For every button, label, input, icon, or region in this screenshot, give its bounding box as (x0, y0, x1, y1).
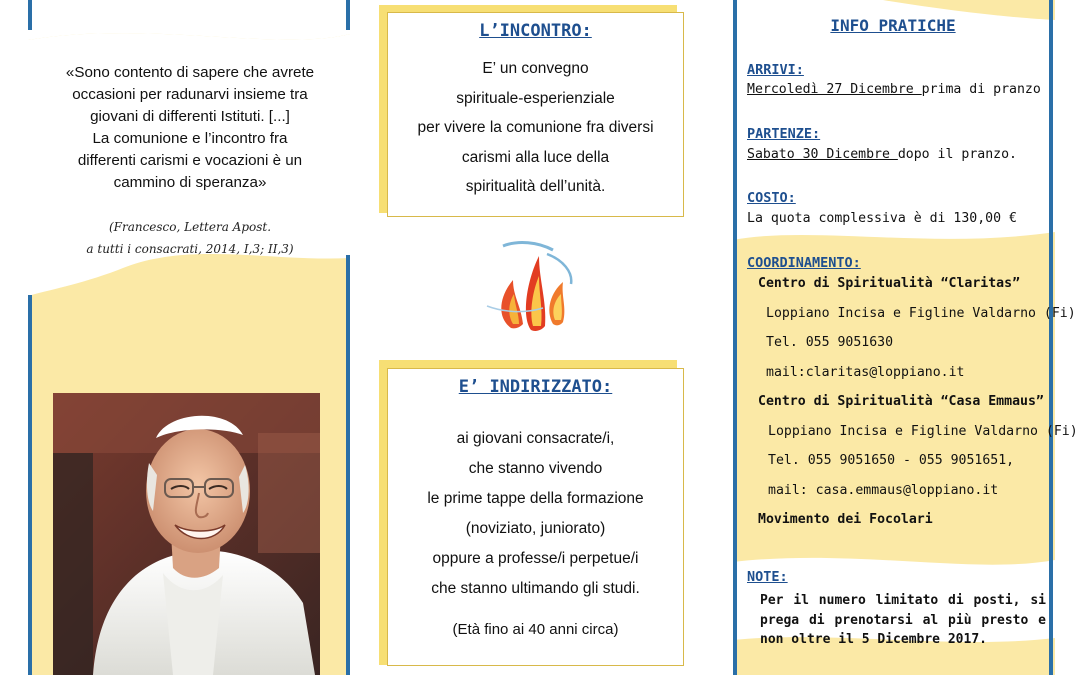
quote-line: giovani di differenti Istituti. [...] (90, 108, 290, 125)
partenze-text (747, 147, 1017, 162)
note-text: Per il numero limitato di posti, si prega di prenotarsi al più presto e non oltre il 5 Dicembre 2017. (760, 593, 1046, 647)
indirizzato-line: oppure a professe/i perpetue/i (432, 550, 639, 567)
indirizzato-body (388, 424, 683, 604)
pope-photo-illustration (53, 393, 320, 675)
quote-source-line: a tutti i consacrati, 2014, I,3; II,3) (86, 242, 294, 256)
quote-line: occasioni per radunarvi insieme tra (72, 86, 308, 103)
emmaus-mail: mail: casa.emmaus@loppiano.it (768, 483, 999, 498)
arrivi-text (747, 82, 1041, 97)
incontro-line: per vivere la comunione fra diversi (417, 119, 654, 136)
claritas-name: Centro di Spiritualità “Claritas” (758, 276, 1021, 291)
right-border-left (733, 0, 737, 675)
right-border-right (1049, 0, 1053, 675)
emmaus-name: Centro di Spiritualità “Casa Emmaus” (758, 394, 1044, 409)
pope-photo (53, 393, 320, 675)
age-note: (Età fino ai 40 anni circa) (452, 621, 619, 638)
flame-logo-icon (483, 236, 579, 332)
incontro-line: carismi alla luce della (461, 148, 610, 166)
indirizzato-title: E’ INDIRIZZATO: (458, 377, 613, 397)
arrivi-rest: prima di pranzo (921, 82, 1041, 97)
indirizzato-line: (noviziato, juniorato) (465, 520, 606, 537)
pope-quote (40, 62, 340, 194)
indirizzato-line: ai giovani consacrate/i, (456, 430, 615, 447)
partenze-rest: dopo il pranzo. (897, 147, 1017, 162)
incontro-title: L’INCONTRO: (479, 21, 592, 41)
quote-source-line: (Francesco, Lettera Apost. (108, 220, 272, 234)
partenze-date: Sabato 30 Dicembre (747, 147, 898, 162)
claritas-mail: mail:claritas@loppiano.it (766, 365, 965, 380)
costo-text: La quota complessiva è di 130,00 € (747, 211, 1017, 226)
incontro-line: spiritualità dell’unità. (465, 178, 606, 195)
incontro-body (388, 54, 683, 202)
flame-logo (483, 236, 579, 332)
incontro-line: E’ un convegno (482, 60, 589, 77)
indirizzato-line: che stanno vivendo (468, 460, 603, 477)
focolari-name: Movimento dei Focolari (758, 512, 933, 527)
quote-line: differenti carismi e vocazioni è un (77, 152, 303, 169)
arrivi-label: ARRIVI: (747, 62, 804, 78)
left-border-bottom-left (28, 295, 32, 675)
quote-line: cammino di speranza» (113, 174, 267, 191)
emmaus-tel: Tel. 055 9051650 - 055 9051651, (768, 453, 1015, 468)
indirizzato-line: le prime tappe della formazione (427, 490, 644, 507)
claritas-address: Loppiano Incisa e Figline Valdarno (Fi) (766, 306, 1076, 321)
info-title: INFO PRATICHE (830, 16, 956, 35)
costo-label: COSTO: (747, 190, 796, 206)
indirizzato-line: che stanno ultimando gli studi. (431, 580, 640, 597)
coordinamento-label: COORDINAMENTO: (747, 255, 861, 271)
indirizzato-card (387, 368, 684, 666)
quote-source (60, 216, 320, 260)
quote-line: La comunione e l’incontro fra (92, 130, 288, 147)
quote-line: «Sono contento di sapere che avrete (65, 64, 315, 81)
left-border-top-right (346, 0, 350, 30)
claritas-tel: Tel. 055 9051630 (766, 335, 894, 350)
emmaus-address: Loppiano Incisa e Figline Valdarno (Fi) (768, 424, 1078, 439)
partenze-label: PARTENZE: (747, 126, 821, 142)
incontro-line: spirituale-esperienziale (456, 89, 615, 107)
left-border-top-left (28, 0, 32, 30)
left-border-bottom-right (346, 255, 350, 675)
arrivi-date: Mercoledì 27 Dicembre (747, 82, 922, 97)
incontro-card (387, 12, 684, 217)
note-label: NOTE: (747, 569, 788, 585)
